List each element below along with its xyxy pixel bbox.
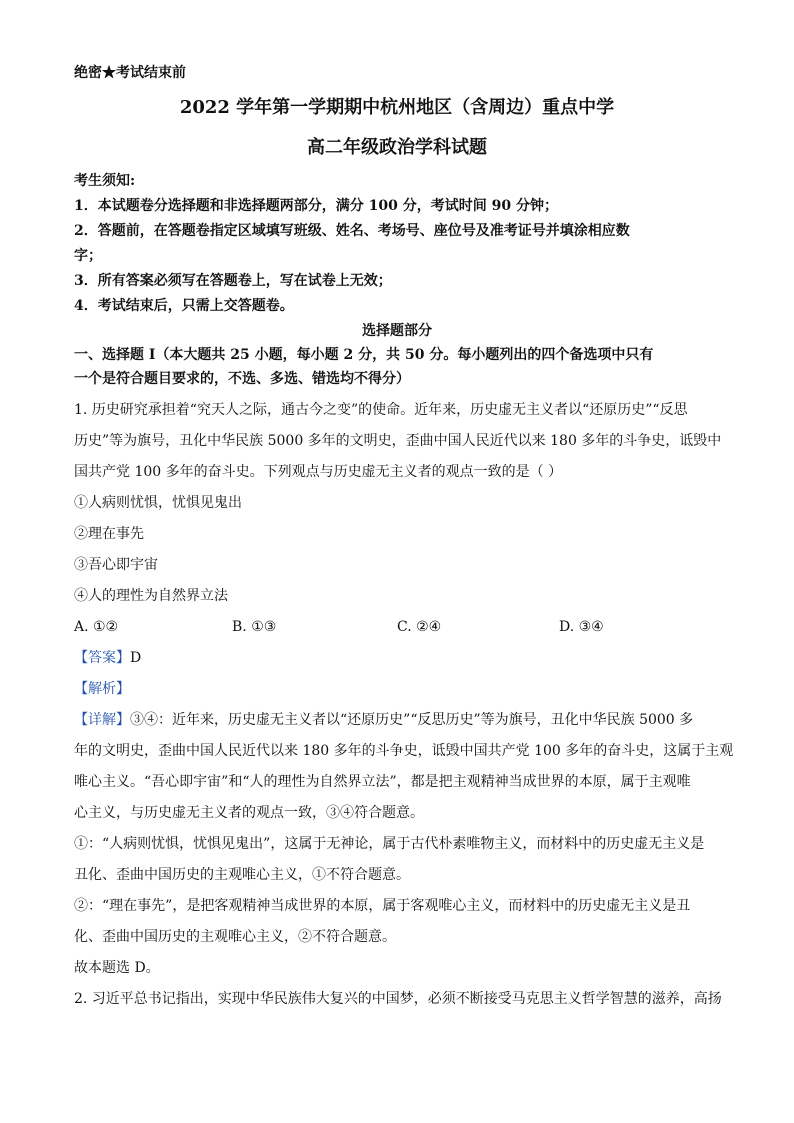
q1-detail-line: ②：“理在事先”，是把客观精神当成世界的本原，属于客观唯心主义，而材料中的历史虚无主义是丑 [74,898,691,914]
q1-stem: 历史”等为旗号，丑化中华民族 5000 多年的文明史，歪曲中国人民近代以来 180 多年的斗争史，诋毁中 [74,433,722,449]
detail-text: ③④：近年来，历史虚无主义者以“还原历史”“反思历史”等为旗号，丑化中华民族 5000 多 [130,712,694,728]
q1-analysis [74,680,734,698]
notice-item: 2．答题前，在答题卷指定区域填写班级、姓名、考场号、座位号及准考证号并填涂相应数 [74,223,630,239]
q1-option-a: A. ①② [74,619,119,635]
analysis-tag: 【解析】 [74,681,130,697]
q1-statement: ②理在事先 [74,526,144,542]
q1-answer [74,649,734,667]
q1-statement: ③吾心即宇宙 [74,557,158,573]
q1-detail-line: 丑化、歪曲中国历史的主观唯心主义，①不符合题意。 [74,867,410,883]
notice-item: 字； [74,248,102,264]
q1-stem: 国共产党 100 多年的奋斗史。下列观点与历史虚无主义者的观点一致的是（ ） [74,464,563,480]
section-intro: 一个是符合题目要求的，不选、多选、错选均不得分） [74,371,410,387]
q1-option-c: C. ②④ [397,619,442,635]
q1-detail-line: 化、歪曲中国历史的主观唯心主义，②不符合题意。 [74,929,396,945]
exam-title-line1: 2022 学年第一学期期中杭州地区（含周边）重点中学 [179,97,615,118]
q1-option-d: D. ③④ [559,619,604,635]
detail-tag: 【详解】 [74,712,130,728]
q1-statement: ④人的理性为自然界立法 [74,588,228,604]
q1-stem: 1. 历史研究承担着“究天人之际，通古今之变”的使命。近年来，历史虚无主义者以“还原历史”“反思 [74,402,688,418]
q1-detail-line: 唯心主义。“吾心即宇宙”和“人的理性为自然界立法”，都是把主观精神当成世界的本原，属于主观唯 [74,774,691,790]
q1-statement: ①人病则忧惧，忧惧见鬼出 [74,495,242,511]
q1-detail-line: 心主义，与历史虚无主义者的观点一致，③④符合题意。 [74,805,424,821]
q2-stem: 2. 习近平总书记指出，实现中华民族伟大复兴的中国梦，必须不断接受马克思主义哲学智慧的滋养，高扬 [74,991,722,1007]
notice-heading: 考生须知: [74,173,136,189]
notice-item: 3．所有答案必须写在答题卷上，写在试卷上无效； [74,273,392,289]
q1-conclusion: 故本题选 D。 [74,960,160,976]
q1-detail [74,711,734,729]
notice-item: 4．考试结束后，只需上交答题卷。 [74,298,294,314]
section-intro: 一、选择题 I（本大题共 25 小题，每小题 2 分，共 50 分。每小题列出的四个备选项中只有 [74,347,654,363]
answer-tag: 【答案】 [74,650,130,666]
q1-detail-line: 年的文明史，歪曲中国人民近代以来 180 多年的斗争史，诋毁中国共产党 100 多年的奋斗史，这属于主观 [74,743,734,759]
section-heading: 选择题部分 [362,323,432,339]
secret-mark: 绝密★考试结束前 [74,65,186,81]
notice-item: 1．本试题卷分选择题和非选择题两部分，满分 100 分，考试时间 90 分钟； [74,198,558,214]
q1-option-b: B. ①③ [232,619,277,635]
answer-value: D [130,650,142,666]
exam-title-line2: 高二年级政治学科试题 [307,137,487,158]
q1-detail-line: ①：“人病则忧惧，忧惧见鬼出”，这属于无神论，属于古代朴素唯物主义，而材料中的历史虚无主义是 [74,836,705,852]
